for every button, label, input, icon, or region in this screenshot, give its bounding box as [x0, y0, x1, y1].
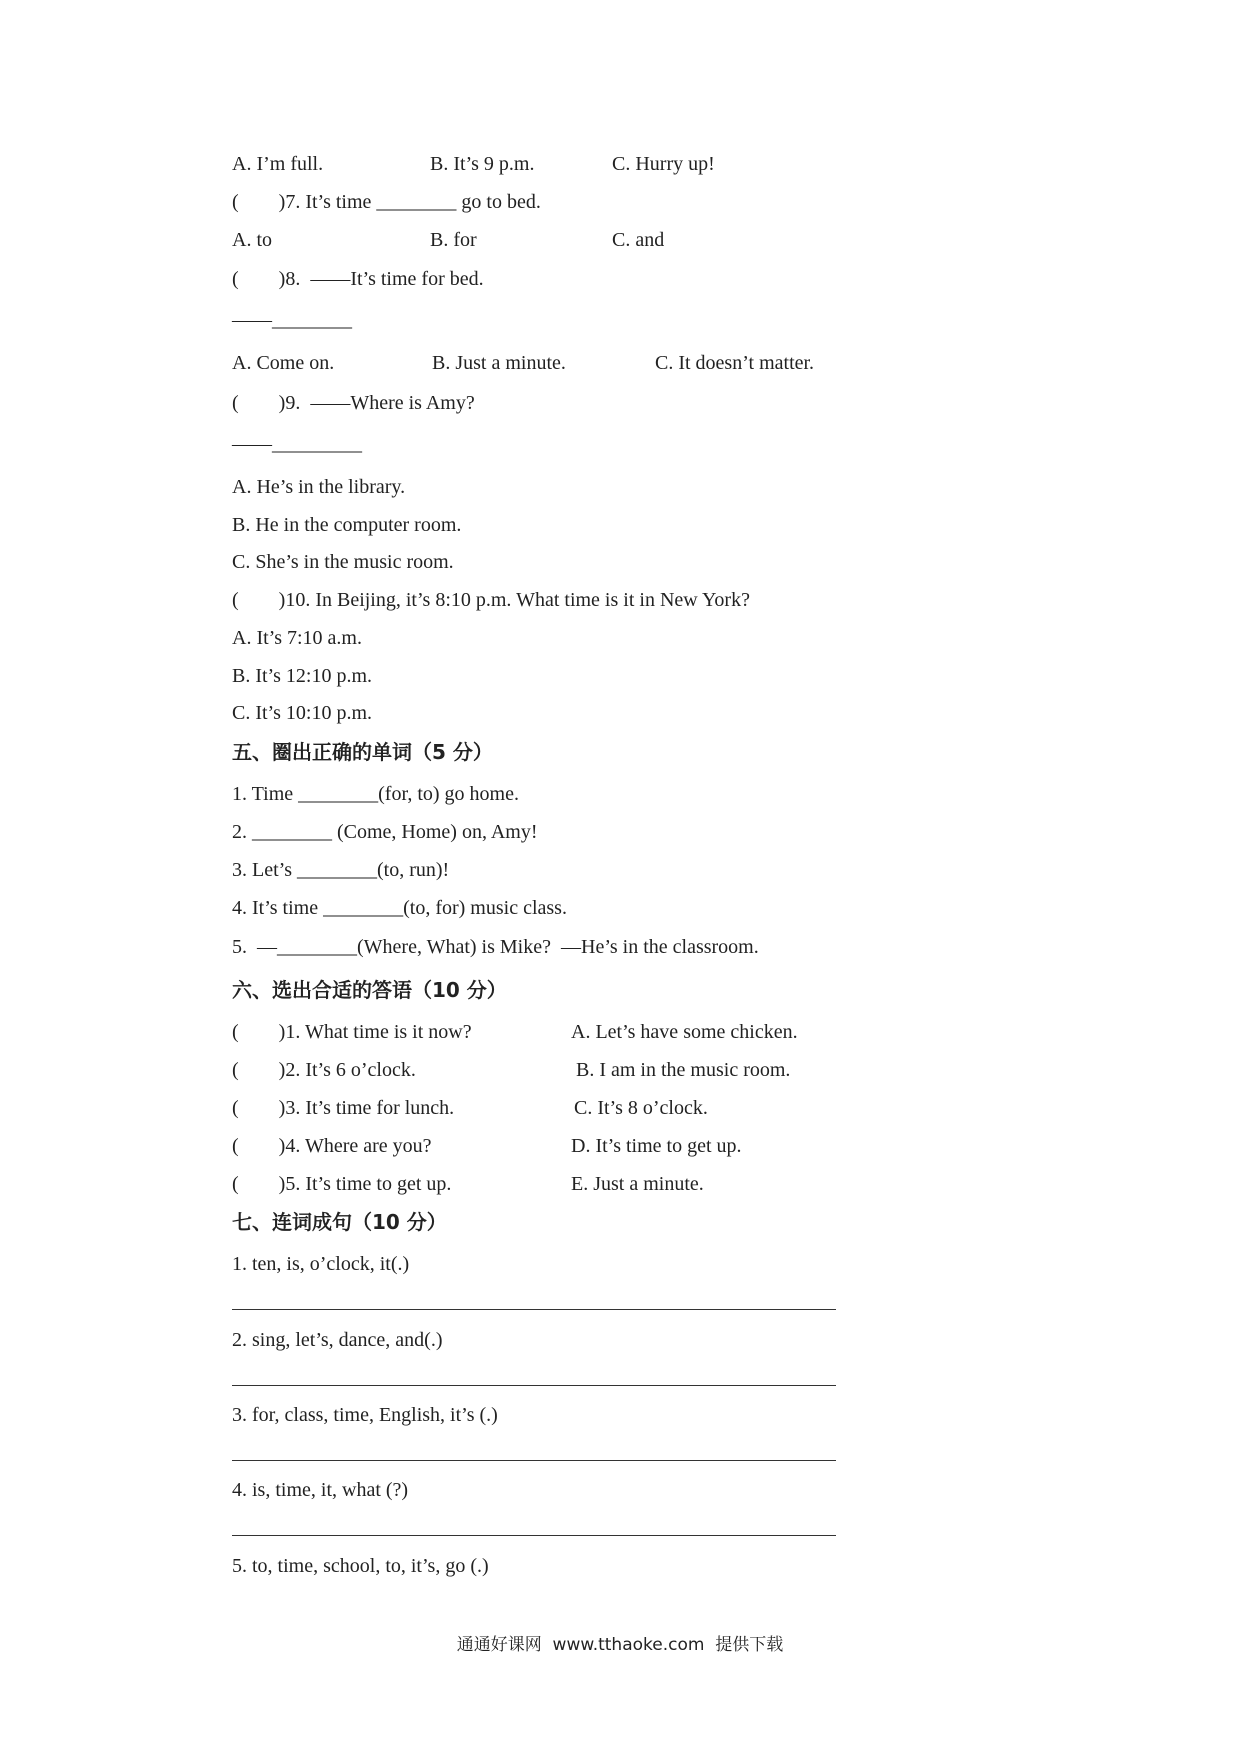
- answer-line-2: [232, 1385, 836, 1386]
- q9-option-b: B. He in the computer room.: [232, 514, 462, 536]
- section-6-answer-b: B. I am in the music room.: [576, 1059, 791, 1081]
- q9-stem: ( )9. ——Where is Amy?: [232, 392, 475, 414]
- q10-option-a: A. It’s 7:10 a.m.: [232, 627, 362, 649]
- section-5-item-4: 4. It’s time ________(to, for) music class.: [232, 897, 567, 919]
- q7-option-b: B. for: [430, 229, 477, 251]
- q10-stem: ( )10. In Beijing, it’s 8:10 p.m. What time is it in New York?: [232, 589, 750, 611]
- section-6-question-2: ( )2. It’s 6 o’clock.: [232, 1059, 416, 1081]
- section-5-item-3: 3. Let’s ________(to, run)!: [232, 859, 450, 881]
- q7-stem: ( )7. It’s time ________ go to bed.: [232, 191, 541, 213]
- q7-option-a: A. to: [232, 229, 272, 251]
- section-7-item-3: 3. for, class, time, English, it’s (.): [232, 1404, 498, 1426]
- q8-option-b: B. Just a minute.: [432, 352, 566, 374]
- section-7-item-1: 1. ten, is, o’clock, it(.): [232, 1253, 410, 1275]
- q8-answer-blank: ——________: [232, 309, 352, 331]
- section-7-item-5: 5. to, time, school, to, it’s, go (.): [232, 1555, 489, 1577]
- q8-option-c: C. It doesn’t matter.: [655, 352, 815, 374]
- footer-watermark: 通通好课网 www.tthaoke.com 提供下载: [456, 1635, 784, 1655]
- section-7-item-4: 4. is, time, it, what (?): [232, 1479, 409, 1501]
- section-6-answer-d: D. It’s time to get up.: [571, 1135, 742, 1157]
- q8-option-a: A. Come on.: [232, 352, 335, 374]
- section-6-question-1: ( )1. What time is it now?: [232, 1021, 472, 1043]
- q8-stem: ( )8. ——It’s time for bed.: [232, 268, 484, 290]
- q9-answer-blank: ——_________: [232, 433, 362, 455]
- section-5-item-5: 5. —________(Where, What) is Mike? —He’s in the classroom.: [232, 936, 759, 958]
- answer-line-3: [232, 1460, 836, 1461]
- q9-option-a: A. He’s in the library.: [232, 476, 406, 498]
- section-7-title: 七、连词成句（10 分）: [232, 1210, 447, 1234]
- section-6-question-4: ( )4. Where are you?: [232, 1135, 432, 1157]
- q6-option-c: C. Hurry up!: [612, 153, 715, 175]
- q6-option-a: A. I’m full.: [232, 153, 324, 175]
- q10-option-b: B. It’s 12:10 p.m.: [232, 665, 373, 687]
- section-7-item-2: 2. sing, let’s, dance, and(.): [232, 1329, 443, 1351]
- section-6-answer-e: E. Just a minute.: [571, 1173, 704, 1195]
- answer-line-4: [232, 1535, 836, 1536]
- answer-line-1: [232, 1309, 836, 1310]
- q7-option-c: C. and: [612, 229, 665, 251]
- section-5-title: 五、圈出正确的单词（5 分）: [232, 740, 493, 764]
- section-6-question-5: ( )5. It’s time to get up.: [232, 1173, 452, 1195]
- section-6-answer-a: A. Let’s have some chicken.: [571, 1021, 798, 1043]
- section-6-answer-c: C. It’s 8 o’clock.: [574, 1097, 708, 1119]
- q10-option-c: C. It’s 10:10 p.m.: [232, 702, 373, 724]
- section-5-item-2: 2. ________ (Come, Home) on, Amy!: [232, 821, 538, 843]
- section-5-item-1: 1. Time ________(for, to) go home.: [232, 783, 519, 805]
- section-6-question-3: ( )3. It’s time for lunch.: [232, 1097, 455, 1119]
- q9-option-c: C. She’s in the music room.: [232, 551, 454, 573]
- q6-option-b: B. It’s 9 p.m.: [430, 153, 535, 175]
- section-6-title: 六、选出合适的答语（10 分）: [232, 978, 507, 1002]
